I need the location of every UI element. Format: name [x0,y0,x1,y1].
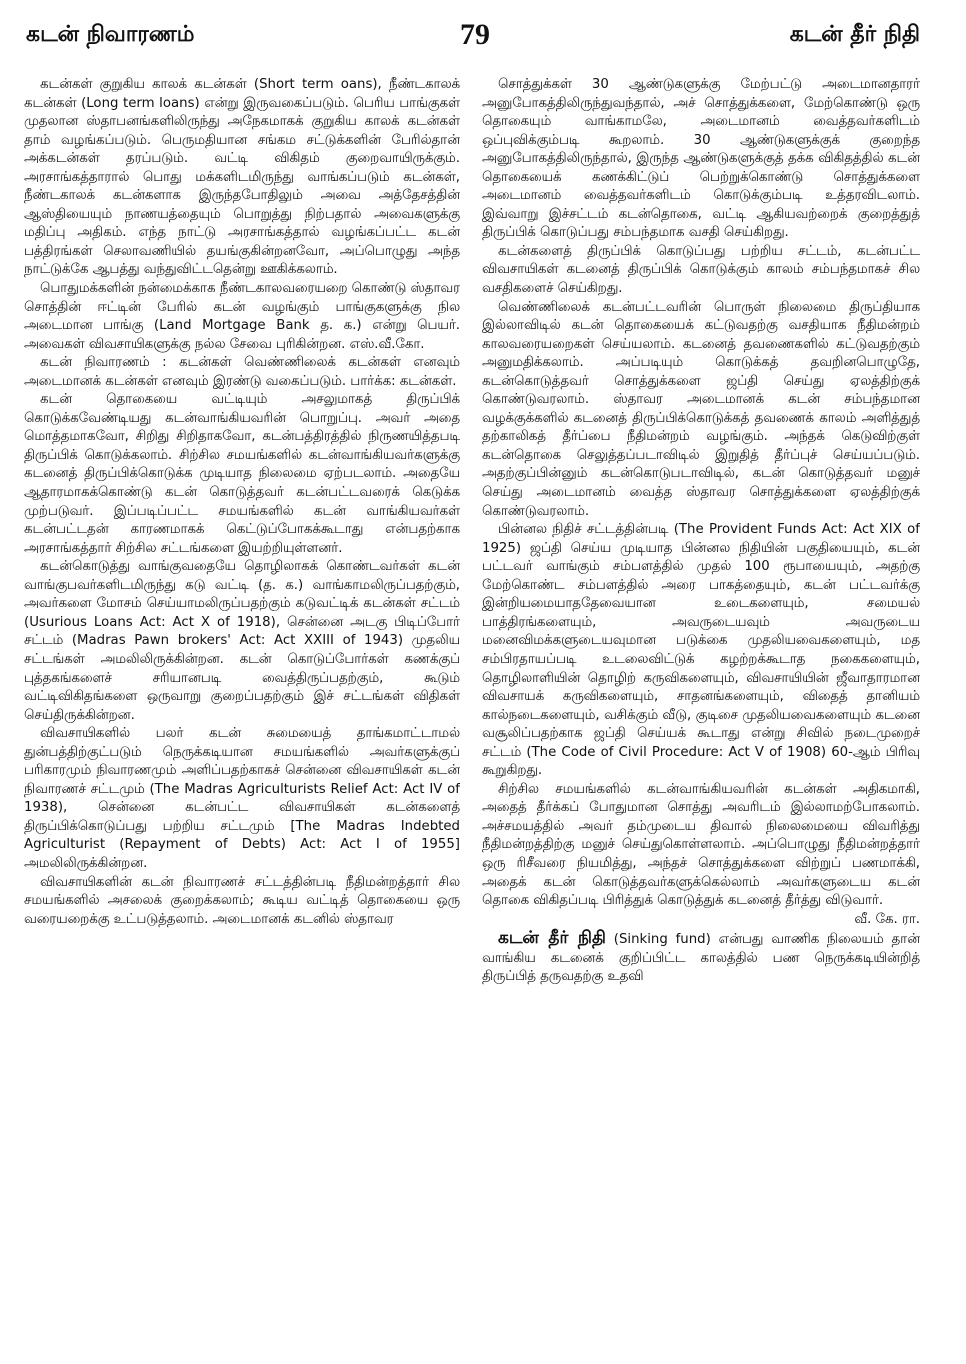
paragraph: சொத்துக்கள் 30 ஆண்டுகளுக்கு மேற்பட்டு அடைமானதாரர் அனுபோகத்திலிருந்துவந்தால், அச் சொத்துக்களை, மேற்கொண்டு ஒரு தொகையும் வாங்காமலே, அடைமானம் வைத்தவர்களிடம் ஒப்புவிக்கும்படி கூறலாம். 30 ஆண்டுகளுக்குக் குறைந்த அனுபோகத்திலிருந்தால், இருந்த ஆண்டுகளுக்குத் தக்க விகிதத்தில் கடன் தொகையைக் கணக்கிட்டுப் பெற்றுக்கொண்டு சொத்துக்களை அடைமானம் வைத்தவர்களிடம் கொடுக்கும்படி உத்தரவிடலாம். இவ்வாறு இச்சட்டம் கடன்தொகை, வட்டி ஆகியவற்றைக் குறைத்துத் திருப்பிக் கொடுப்பது சம்பந்தமாக வசதி செய்கிறது. [482,77,920,241]
paragraph: வெண்ணிலைக் கடன்பட்டவரின் பொருள் நிலைமை திருப்தியாக இல்லாவிடில் கடன் தொகையைக் கட்டுவதற்கு வசதியாக நீதிமன்றம் காலவரையறைகள் செய்யலாம். கடனைத் தவணைகளில் கட்டுவதற்கும் அனுமதிக்கலாம். அப்படியும் கொடுக்கத் தவறினபொழுதே, கடன்கொடுத்தவர் சொத்துக்களை ஜப்தி செய்து ஏலத்திற்குக் கொண்டுவரலாம். ஸ்தாவர அடைமானக் கடன் சம்பந்தமான வழக்குக்களில் கடனைத் திருப்பிக்கொடுக்கத் தவணைக் காலம் அளித்துத் தற்காலிகத் தீர்ப்பை நீதிமன்றம் வழங்கும். அந்தக் கெடுவிற்குள் கடன்தொகை செலுத்தப்படாவிடில் இறுதித் தீர்ப்புச் செய்யப்படும். அதற்குப்பின்னும் கடன்கொடுபடாவிடில், கடன் கொடுத்தவர் மனுச் செய்து அடைமானம் வைத்த ஸ்தாவர சொத்துக்களை ஏலத்திற்குக் கொண்டுவரலாம். [482,299,920,519]
page-number: 79 [460,18,490,51]
running-head-right: கடன் தீர் நிதி [789,22,920,47]
paragraph: கடன் நிவாரணம் : கடன்கள் வெண்ணிலைக் கடன்கள் எனவும் அடைமானக் கடன்கள் எனவும் இரண்டு வகைப்படும். பார்க்க: கடன்கள். [24,355,460,389]
paragraph: விவசாயிகளில் பலர் கடன் சுமையைத் தாங்கமாட்டாமல் துன்பத்திற்குட்படும் நெருக்கடியான சமயங்களில் அவர்களுக்குப் பரிகாரமும் நிவாரணமும் அளிப்பதற்காகச் சென்னை விவசாயிகள் கடன் நிவாரணச் சட்டமும் (The Madras Agriculturists Relief Act: Act IV of 1938), சென்னை கடன்பட்ட விவசாயிகள் கடன்களைத் திருப்பிக்கொடுப்பது பற்றிய சட்டமும் [The Madras Indebted Agriculturist (Repayment of Debts) Act: Act I of 1955] அமலிலிருக்கின்றன. [24,726,460,871]
paragraph: விவசாயிகளின் கடன் நிவாரணச் சட்டத்தின்படி நீதிமன்றத்தார் சில சமயங்களில் அசலைக் குறைக்கலாம்; கூடிய வட்டித் தொகையை ஒரு வரையறைக்கு உட்படுத்தலாம். அடைமானக் கடனில் ஸ்தாவர [24,874,460,927]
paragraph: சிற்சில சமயங்களில் கடன்வாங்கியவரின் கடன்கள் அதிகமாகி, அதைத் தீர்க்கப் போதுமான சொத்து அவரிடம் இல்லாமற்போகலாம். அச்சமயத்தில் அவர் தம்முடைய திவால் நிலைமையை விவரித்து நீதிமன்றத்திற்கு மனுச் செய்துகொள்ளலாம். அப்பொழுது நீதிமன்றத்தார் ஒரு ரிசீவரை நியமித்து, அந்தச் சொத்துக்களை விற்றுப் பணமாக்கி, அதைக் கடன் கொடுத்தவர்களுக்கெல்லாம் அவர்களுடைய கடன் தொகை விகிதப்படி பிரித்துக் கொடுத்துக் கடனைத் தீர்த்து விடுவார். [482,781,920,909]
paragraph: கடன்களைத் திருப்பிக் கொடுப்பது பற்றிய சட்டம், கடன்பட்ட விவசாயிகள் கடனைத் திருப்பிக் கொடுக்கும் காலம் சம்பந்தமாகச் சில வசதிகளைச் செய்கிறது. [482,243,920,297]
entry-heading: கடன் தீர் நிதி [498,928,606,949]
paragraph: கடன்கொடுத்து வாங்குவதையே தொழிலாகக் கொண்டவர்கள் கடன் வாங்குபவர்களிடமிருந்து கடு வட்டி (த. க.) வாங்காமலிருப்பதற்கும், அவர்களை மோசம் செய்யாமலிருப்பதற்கும் கடுவட்டிக் கடன்கள் சட்டம் (Usurious Loans Act: Act X of 1918), சென்னை அடகு பிடிப்போர் சட்டம் (Madras Pawn brokers' Act: Act XXIII of 1943) முதலிய சட்டங்கள் அமலிலிருக்கின்றன. கடன் கொடுப்போர்கள் கணக்குப் புத்தகங்களைச் சரியானபடி வைத்திருப்பதற்கும், கூடும் வட்டிவிகிதங்களை ஒருவாறு குறைப்பதற்கும் இச் சட்டங்கள் விதிகள் செய்திருக்கின்றன. [24,559,460,723]
paragraph: பின்னல நிதிச் சட்டத்தின்படி (The Provident Funds Act: Act XIX of 1925) ஜப்தி செய்ய முடியாத பின்னல நிதியின் பகுதியையும், கடன் பட்டவர் வாங்கும் சம்பளத்தில் முதல் 100 ரூபாயையும், அதற்கு மேற்கொண்ட சம்பளத்தில் அரை பாகத்தையும், கடன் பட்டவர்க்கு இன்றியமையாததேவையான உடைகளையும், சமையல் பாத்திரங்களையும், அவருடையவும் அவருடைய மனைவிமக்களுடையவுமான படுக்கை முதலியவைகளையும், மத சம்பிரதாயப்படி உடலைவிட்டுக் கழற்றக்கூடாத நகைகளையும், தொழிலாளியின் தொழிற் கருவிகளையும், விவசாயியின் ஜீவாதாரமான விவசாயக் கருவிகளையும், சாதனங்களையும், விதைத் தானியம் கால்நடைகளையும், வசிக்கும் வீடு, குடிசை முதலியவைகளையும் கடனை வசூலிப்பதற்காக ஜப்தி செய்யக் கூடாது என்று சிவில் நடைமுறைச் சட்டம் (The Code of Civil Procedure: Act V of 1908) 60-ஆம் பிரிவு கூறுகிறது. [482,522,920,779]
entry-sinking-fund [482,929,920,987]
author-signature: வீ. கே. ரா. [854,911,920,927]
right-column [482,76,920,1360]
paragraph: கடன்கள் குறுகிய காலக் கடன்கள் (Short term oans), நீண்டகாலக் கடன்கள் (Long term loans) என்று இருவகைப்படும். பெரிய பாங்குகள் முதலான ஸ்தாபனங்களிலிருந்து அநேகமாகக் குறுகிய காலக் கடன்கள் தாம் வழங்கப்படும். பெருமதியான சங்கம சட்டுக்களின் பேரில்தான் அக்கடன்கள் தரப்படும். வட்டி விகிதம் குறைவாயிருக்கும். அரசாங்கத்தாரால் பொது மக்களிடமிருந்து வாங்கப்படும் கடன்கள், நீண்டகாலக் கடன்களாக இருந்தபோதிலும் அவை அத்தேசத்தின் ஆஸ்தியையும் நாணயத்தையும் பொறுத்து நிற்பதால் அவைகளுக்கு மதிப்பு அதிகம். எந்த நாட்டு அரசாங்கத்தால் வழங்கப்பட்ட கடன் பத்திரங்கள் செலாவணியில் தயங்குகின்றனவோ, அப்பொழுது அந்த நாட்டுக்கே ஆபத்து வந்துவிட்டதென்று ஊகிக்கலாம். [24,77,460,278]
left-column [24,76,460,1360]
paragraph: பொதுமக்களின் நன்மைக்காக நீண்டகாலவரையறை கொண்டு ஸ்தாவர சொத்தின் ஈட்டின் பேரில் கடன் வழங்கும் பாங்குகளுக்கு நில அடைமான பாங்கு (Land Mortgage Bank த. க.) என்று பெயர். அவைகள் விவசாயிகளுக்கு நல்ல சேவை புரிகின்றன. எஸ்.வீ.கோ. [24,281,460,352]
paragraph: கடன் தொகையை வட்டியும் அசலுமாகத் திருப்பிக் கொடுக்கவேண்டியது கடன்வாங்கியவரின் பொறுப்பு. அவர் அதை மொத்தமாகவோ, சிறிது சிறிதாகவோ, கடன்பத்திரத்தில் நிருணயித்தபடி திருப்பிக் கொடுக்கலாம். சிற்சில சமயங்களில் கடன்வாங்கியவர்களுக்கு கடனைத் திருப்பிக்கொடுக்க முடியாத நிலைமை ஏற்படலாம். அதையே ஆதாரமாகக்கொண்டு கடன் கொடுத்தவர் கடன்பட்டவரைக் கெடுக்க முற்படுவர். இப்படிப்பட்ட சமயங்களில் கடன் வாங்கியவர்கள் கடன்பட்டதன் காரணமாகக் கெட்டுப்போகக்கூடாது என்பதற்காக அரசாங்கத்தார் சிற்சில சட்டங்களை இயற்றியுள்ளனர். [24,392,460,556]
running-head-left: கடன் நிவாரணம் [26,22,195,47]
entry-text: (Sinking fund) என்பது வாணிக நிலையம் தான் வாங்கிய கடனைக் குறிப்பிட்ட காலத்தில் பண நெருக்கடியின்றித் திருப்பித் தருவதற்கு உதவி [482,932,920,985]
